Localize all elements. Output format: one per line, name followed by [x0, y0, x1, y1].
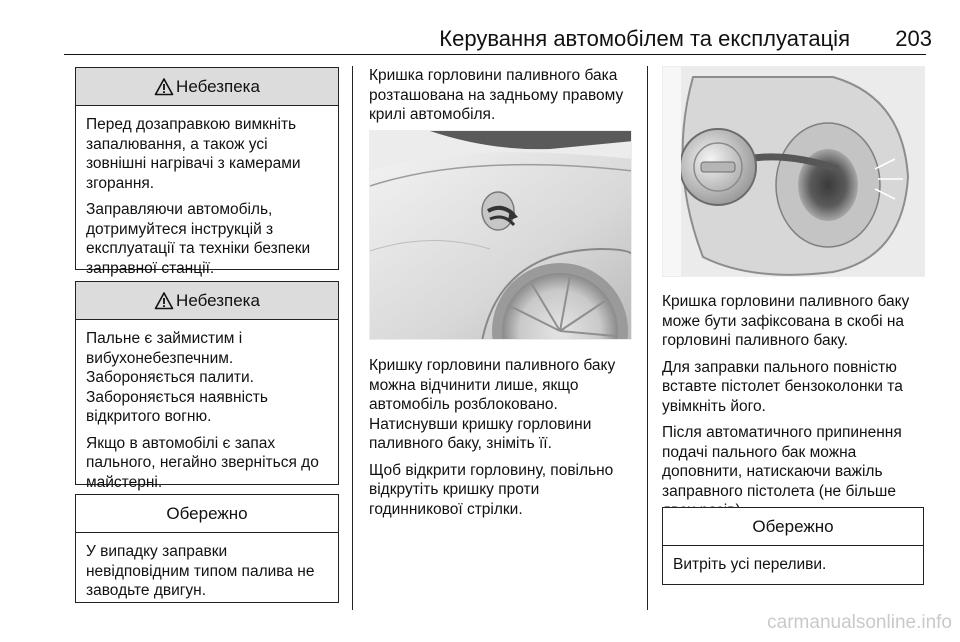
warning-box-1 [75, 67, 339, 277]
paragraph: Перед дозаправкою вимкніть запалювання, а також усі зовнішні нагрівачі з камерами згорання. [86, 116, 301, 192]
caution-box-1 [75, 494, 339, 603]
column-divider-2 [647, 66, 648, 610]
paragraph: Пальне є займистим і вибухонебезпечним. Забороняється палити. Забороняється наявність відкритого вогню. [86, 330, 268, 425]
column-divider-1 [352, 66, 353, 610]
caution-box-2 [662, 507, 924, 585]
warning-box-title: Небезпека [176, 76, 260, 96]
warning-box-body [76, 320, 338, 500]
paragraph: Кришка горловини паливного бака розташована на задньому правому крилі автомобіля. [369, 67, 624, 123]
paragraph: Для заправки пального повністю вставте пістолет бензоколонки та увімкніть його. [662, 358, 903, 415]
caution-box-body [663, 546, 923, 583]
warning-box-title: Небезпека [176, 290, 260, 310]
middle-intro [369, 66, 637, 125]
caution-box-body [76, 533, 338, 609]
figure-fuel-flap-closed [369, 130, 632, 340]
caution-box-header [663, 508, 923, 546]
caution-box-title: Обережно [166, 503, 248, 523]
warning-triangle-icon [154, 291, 174, 311]
caution-box-title: Обережно [752, 516, 834, 536]
warning-box-2 [75, 281, 339, 491]
paragraph: Якщо в автомобілі є запах пального, негайно зверніться до майстерні. [86, 434, 319, 491]
header-rule [64, 54, 926, 55]
paragraph: Кришка горловини паливного баку може бути зафіксована в скобі на горловині паливного баку. [662, 293, 910, 349]
paragraph: У випадку заправки невідповідним типом палива не заводьте двигун. [86, 543, 315, 599]
paragraph: Витріть усі переливи. [673, 556, 827, 573]
warning-triangle-icon [154, 77, 174, 97]
paragraph: Щоб відкрити горловину, повільно відкрутіть кришку проти годинникової стрілки. [369, 461, 614, 518]
figure-fuel-flap-open [662, 66, 925, 277]
right-body [662, 292, 930, 521]
paragraph: Після автоматичного припинення подачі пального бак можна доповнити, натискаючи важіль заправного пістолета (не більше [662, 424, 902, 500]
watermark: carmanualsonline.info [767, 612, 952, 633]
warning-box-body [76, 106, 338, 286]
warning-box-header [76, 282, 338, 320]
warning-box-header [76, 68, 338, 106]
paragraph: Заправляючи автомобіль, дотримуйтеся інструкцій з експлуатації та техніки безпеки заправної станції. [86, 201, 311, 277]
page-number: 203 [895, 26, 932, 51]
caution-box-header [76, 495, 338, 533]
middle-body [369, 356, 637, 519]
paragraph: Кришку горловини паливного баку можна відчинити лише, якщо автомобіль розблоковано. Натиснувши кришку горловини паливного баку, зніміть її. [369, 357, 616, 452]
running-header-title: Керування автомобілем та експлуатація [439, 26, 850, 51]
